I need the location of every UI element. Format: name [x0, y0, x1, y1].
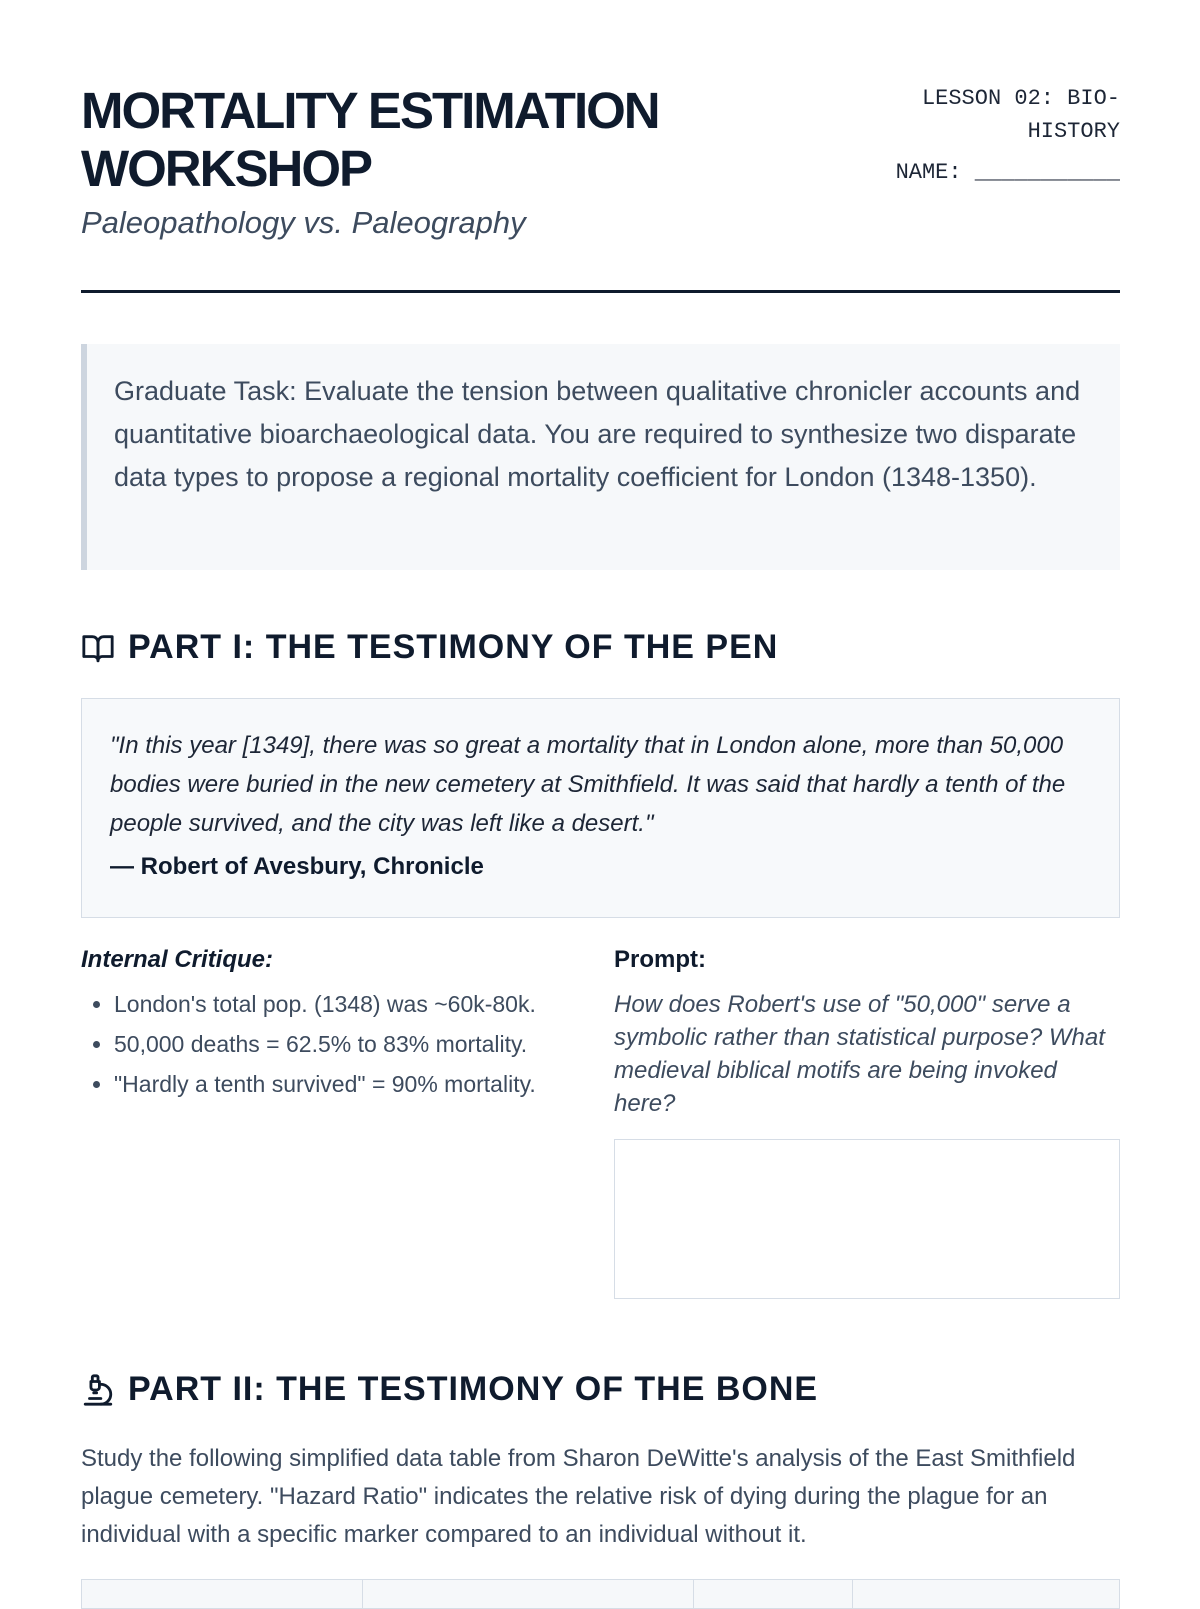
chronicle-quote: [81, 698, 1120, 918]
part2-heading: [81, 1370, 818, 1409]
quote-text: "In this year [1349], there was so great a mortality that in London alone, more than 50,000 bodies were buried in the new cemetery at Smithfield. It was said that hardly a tenth of the people survived, and the city was left like a desert.": [110, 732, 1066, 837]
task-callout: Graduate Task: Evaluate the tension between qualitative chronicler accounts and quantitative bioarchaeological data. You are required to synthesize two disparate data types to propose a regional mortality coefficient for London (1348-1350).: [81, 344, 1120, 570]
prompt-question: How does Robert's use of "50,000" serve a symbolic rather than statistical purpose? What medieval biblical motifs are being invoked here?: [614, 991, 1105, 1117]
answer-box[interactable]: [614, 1139, 1120, 1299]
internal-critique: [81, 946, 581, 1104]
microscope-icon: [81, 1373, 115, 1407]
list-item: • 50,000 deaths = 62.5% to 83% mortality.: [114, 1024, 581, 1064]
table-header-cell: [694, 1580, 853, 1608]
page-subtitle: Paleopathology vs. Paleography: [81, 205, 526, 240]
lesson-label: LESSON 02: BIO-HISTORY: [921, 86, 1120, 144]
part1-heading: [81, 628, 778, 667]
book-open-icon: [81, 631, 115, 665]
lesson-meta: [860, 82, 1120, 189]
part2-intro: Study the following simplified data table from Sharon DeWitte's analysis of the East Smithfield plague cemetery. "Hazard Ratio" indicates the relative risk of dying during the plague for an individual with a specific marker compared to an individual without it.: [81, 1445, 1076, 1548]
list-item: • London's total pop. (1348) was ~60k-80k.: [114, 984, 581, 1024]
part1-title: PART I: THE TESTIMONY OF THE PEN: [128, 628, 779, 666]
table-header-cell: [82, 1580, 363, 1608]
worksheet-page: [81, 0, 1120, 1548]
worksheet-header: [81, 0, 1120, 293]
list-item: • "Hardly a tenth survived" = 90% mortality.: [114, 1064, 581, 1104]
part2-title: PART II: THE TESTIMONY OF THE BONE: [128, 1370, 819, 1408]
critique-label: Internal Critique:: [81, 946, 274, 973]
data-table-header: [81, 1579, 1120, 1609]
page-title: MORTALITY ESTIMATION WORKSHOP: [81, 82, 659, 197]
name-field[interactable]: NAME: ___________: [895, 160, 1120, 185]
prompt-label: Prompt:: [614, 946, 706, 973]
critique-list: [81, 984, 581, 1104]
prompt-block: [614, 946, 1120, 1120]
quote-attribution: — Robert of Avesbury, Chronicle: [110, 853, 484, 880]
table-header-cell: [363, 1580, 694, 1608]
table-header-cell: [853, 1580, 1119, 1608]
